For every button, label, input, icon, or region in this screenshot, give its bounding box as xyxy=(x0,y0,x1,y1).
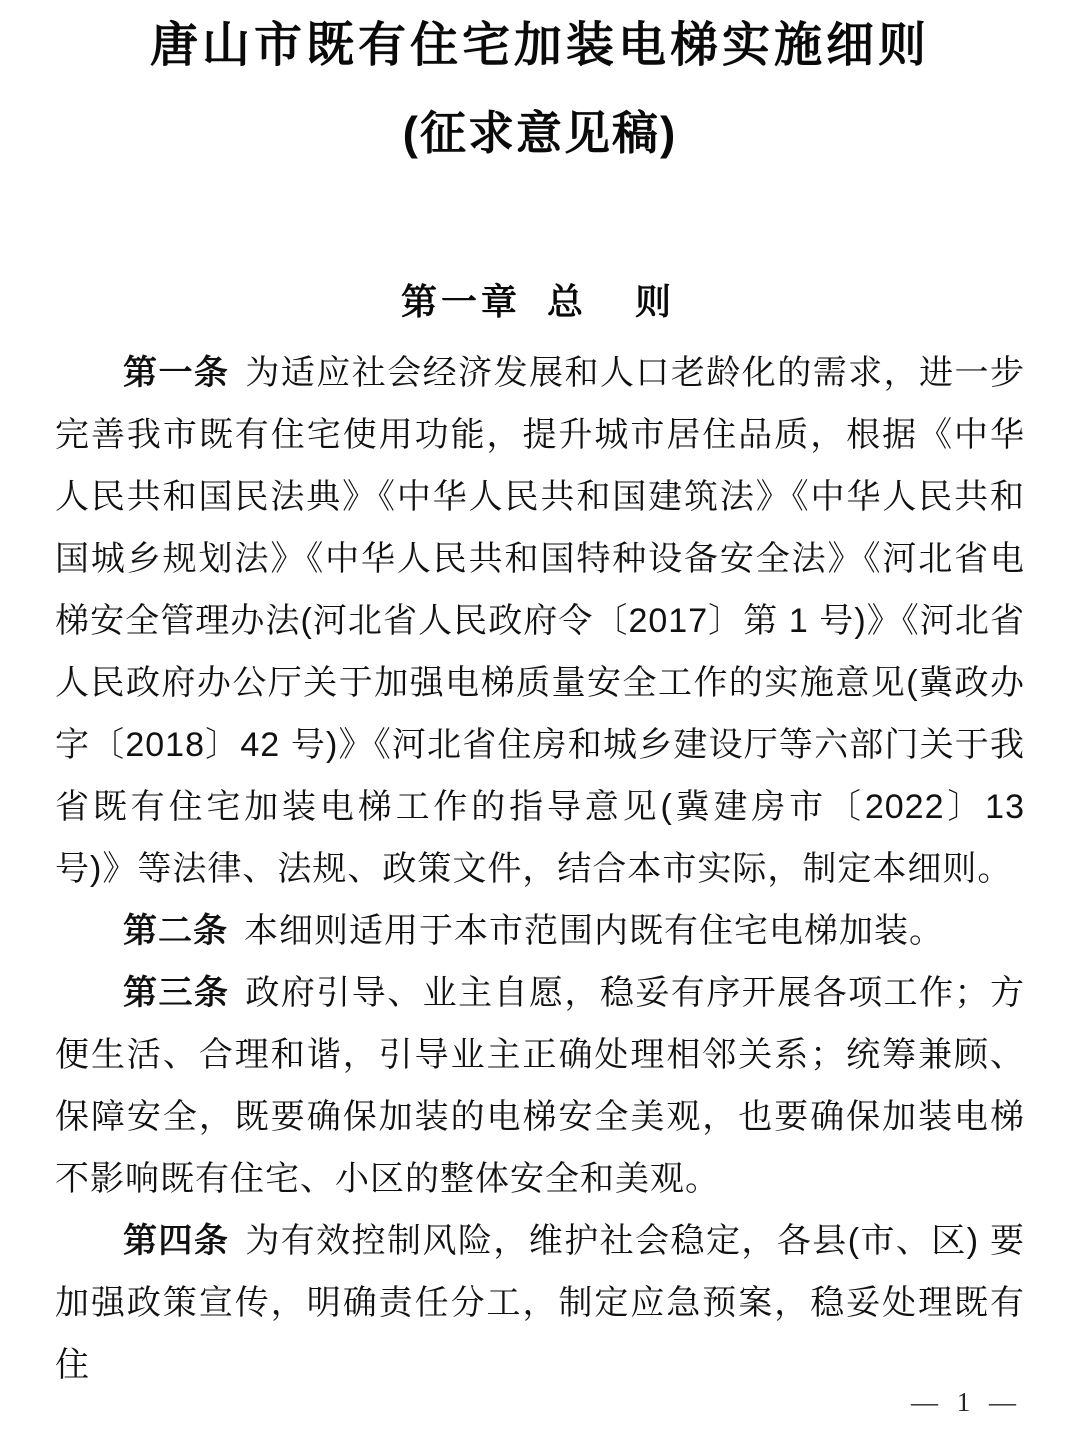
article-1-text: 为适应社会经济发展和人口老龄化的需求，进一步完善我市既有住宅使用功能，提升城市居住品质，根据《中华人民共和国民法典》《中华人民共和国建筑法》《中华人民共和国城乡规划法》《中华人民共和国特种设备安全法》《河北省电梯安全管理办法(河北省人民政府令〔2017〕第 1 号)》《河北省人民政府办公厅关于加强电梯质量安全工作的实施意见(冀政办字〔2018〕42 号)》《河北省住房和城乡建设厅等六部门关于我省既有住宅加装电梯工作的指导意见(冀建房市〔2022〕13 号)》等法律、法规、政策文件，结合本市实际，制定本细则。 xyxy=(55,354,1025,888)
chapter-title: 总 则 xyxy=(547,281,680,322)
article-4-label: 第四条 xyxy=(123,1222,230,1260)
article-4 xyxy=(55,1210,1025,1396)
chapter-heading xyxy=(0,282,1080,322)
article-2-text: 本细则适用于本市范围内既有住宅电梯加装。 xyxy=(244,912,944,950)
article-3-label: 第三条 xyxy=(123,974,230,1012)
article-3 xyxy=(55,962,1025,1210)
page-number: — 1 — xyxy=(911,1387,1022,1417)
article-1 xyxy=(55,342,1025,900)
page-title: 唐山市既有住宅加装电梯实施细则 xyxy=(149,19,930,72)
article-3-text: 政府引导、业主自愿，稳妥有序开展各项工作；方便生活、合理和谐，引导业主正确处理相邻关系；统筹兼顾、保障安全，既要确保加装的电梯安全美观，也要确保加装电梯不影响既有住宅、小区的整体安全和美观。 xyxy=(55,974,1025,1198)
document-body xyxy=(55,342,1025,1396)
article-2 xyxy=(55,900,1025,962)
chapter-number: 第一章 xyxy=(400,281,521,322)
document-subtitle: (征求意见稿) xyxy=(402,107,678,159)
article-2-label: 第二条 xyxy=(123,912,228,950)
article-1-label: 第一条 xyxy=(123,354,230,392)
article-4-text: 为有效控制风险，维护社会稳定，各县(市、区) 要加强政策宣传，明确责任分工，制定应急预案，稳妥处理既有住 xyxy=(55,1222,1025,1384)
